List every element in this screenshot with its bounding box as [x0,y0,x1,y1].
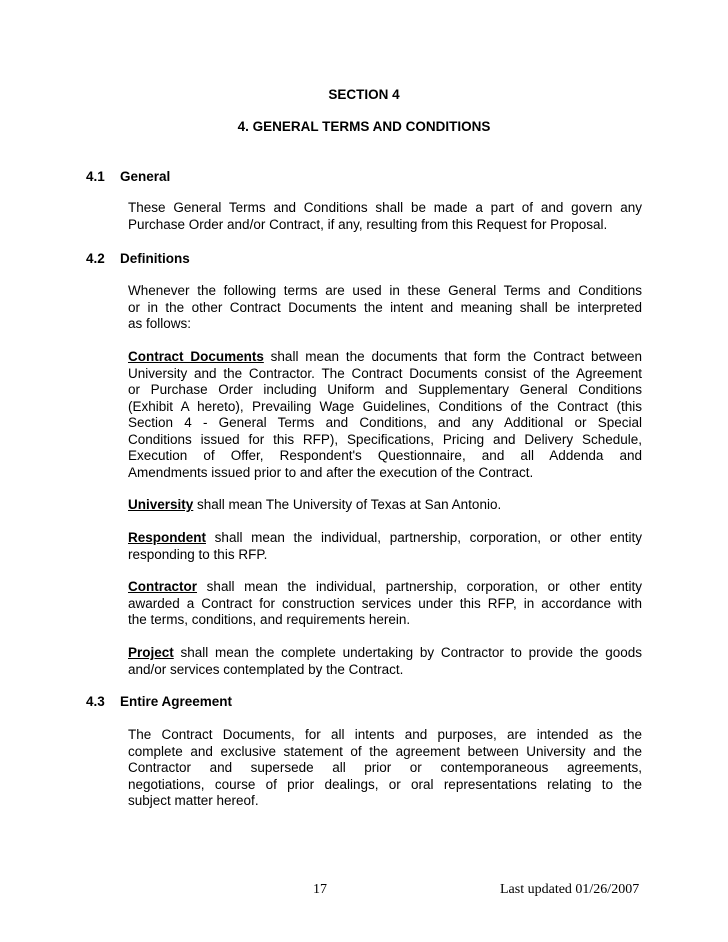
text-line: or Purchase Order including Uniform and Supplementary General Conditions [128,382,642,397]
defined-term: University [128,497,194,512]
section-title: 4. GENERAL TERMS AND CONDITIONS [237,119,491,134]
text-line: Whenever the following terms are used in these General Terms and Conditions [128,283,642,298]
text-line: negotiations, course of prior dealings, or oral representations relating to the [128,776,642,792]
text-line: awarded a Contract for construction services under this RFP, in accordance with [128,595,642,611]
section-4-3-heading [86,694,232,709]
project-definition [128,645,642,678]
defined-term: Respondent [128,530,207,545]
text-line: complete and exclusive statement of the agreement between University and the [128,743,642,759]
university-definition [128,497,642,514]
definition-text: shall mean the documents that form the Contract between [263,349,642,364]
text-line: and/or services contemplated by the Contract. [128,661,404,677]
definitions-intro-paragraph [128,283,642,333]
text-line: Contractor and supersede all prior or contemporaneous agreements, [128,760,642,775]
text-line: Purchase Order and/or Contract, if any, resulting from this Request for Proposal. [128,216,608,232]
definition-text: shall mean the individual, partnership, corporation, or other entity [197,579,642,594]
section-number: 4.1 [86,169,105,184]
section-4-1-heading [86,169,170,184]
text-line: Section 4 - General Terms and Conditions, and any Additional or Special [128,415,642,430]
section-4-2-heading [86,251,190,266]
respondent-definition [128,530,642,563]
text-line [128,579,642,596]
text-line: the terms, conditions, and requirements herein. [128,612,411,627]
text-line [128,497,642,514]
text-line: Execution of Offer, Respondent's Questionnaire, and all Addenda and [128,448,642,463]
section-heading-title: General [120,169,171,184]
text-line: or in the other Contract Documents the intent and meaning shall be interpreted [128,299,642,315]
definition-text: shall mean the individual, partnership, corporation, or other entity [206,530,642,545]
entire-agreement-paragraph [128,727,642,810]
section-label: SECTION 4 [328,87,400,102]
text-line: responding to this RFP. [128,546,268,562]
text-line: Conditions issued for this RFP), Specifications, Pricing and Delivery Schedule, [128,431,642,447]
text-line: Amendments issued prior to and after the execution of the Contract. [128,464,534,480]
definition-text: shall mean The University of Texas at San Antonio. [193,497,502,512]
section-number: 4.2 [86,251,105,266]
defined-term: Contractor [128,579,198,594]
definition-text: shall mean the complete undertaking by Contractor to provide the goods [173,645,642,660]
section-heading-title: Definitions [120,251,190,266]
text-line: as follows: [128,316,192,331]
text-line [128,349,642,366]
general-paragraph [128,200,642,233]
defined-term: Project [128,645,174,660]
text-line: (Exhibit A hereto), Prevailing Wage Guidelines, Conditions of the Contract (this [128,398,642,414]
text-line [128,530,642,547]
text-line [128,645,642,662]
section-number: 4.3 [86,694,105,709]
text-line: The Contract Documents, for all intents and purposes, are intended as the [128,727,642,742]
text-line: University and the Contractor. The Contract Documents consist of the Agreement [128,365,642,381]
defined-term: Contract Documents [128,349,264,364]
last-updated: Last updated 01/26/2007 [500,882,640,897]
text-line: subject matter hereof. [128,793,259,808]
section-heading-title: Entire Agreement [120,694,233,709]
contractor-definition [128,579,642,629]
page-number: 17 [313,882,327,897]
contract-documents-definition [128,349,642,481]
text-line: These General Terms and Conditions shall be made a part of and govern any [128,200,642,215]
